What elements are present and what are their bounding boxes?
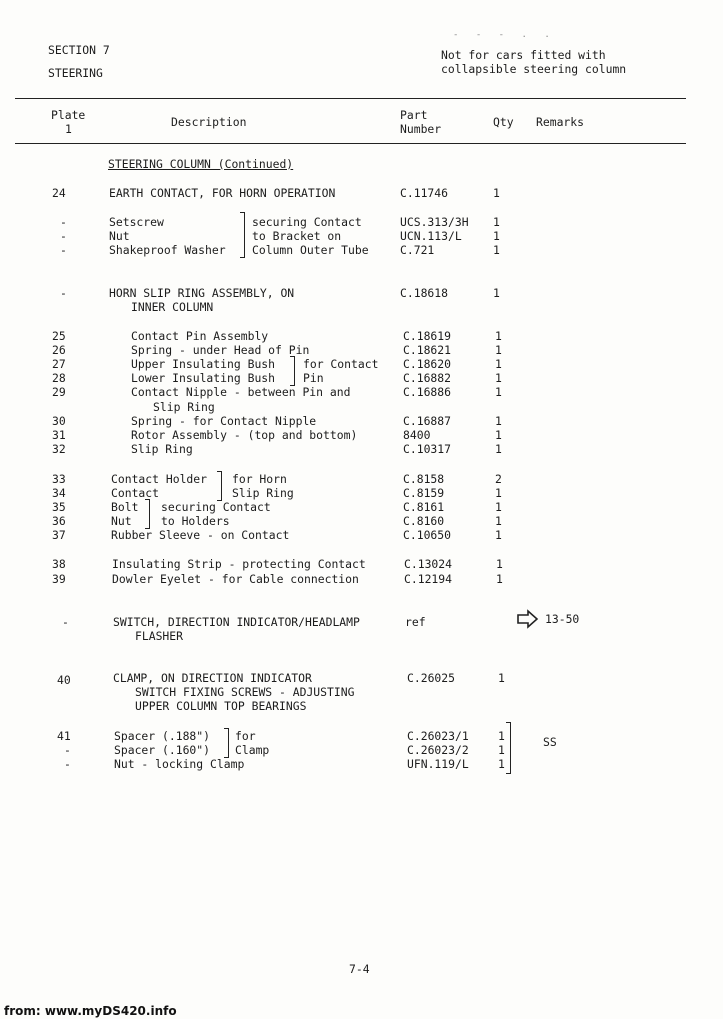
desc-34: Contact (111, 486, 160, 500)
plate-36: 36 (52, 514, 66, 528)
qty-34: 1 (495, 486, 502, 500)
qty-38: 1 (496, 557, 503, 571)
group1-note-1: securing Contact (252, 215, 362, 229)
desc-40-3: UPPER COLUMN TOP BEARINGS (135, 699, 307, 713)
plate-slip-ring-assy: - (60, 286, 67, 300)
part-26: C.18621 (403, 343, 452, 357)
group3-note-1: for Horn (232, 472, 287, 486)
qty-37: 1 (495, 528, 502, 542)
qty-nut-clamp: 1 (498, 757, 505, 771)
plate-25: 25 (52, 329, 66, 343)
desc-40-1: CLAMP, ON DIRECTION INDICATOR (113, 671, 312, 685)
qty-29: 1 (495, 385, 502, 399)
group5-note-1: for (235, 729, 256, 743)
col-description: Description (171, 115, 247, 129)
qty-slip-ring-assy: 1 (493, 286, 500, 300)
qty-33: 2 (495, 472, 502, 486)
desc-38: Insulating Strip - protecting Contact (112, 557, 366, 571)
part-36: C.8160 (403, 514, 445, 528)
col-part-2: Number (400, 122, 442, 136)
plate-39: 39 (52, 572, 66, 586)
plate-24: 24 (52, 186, 66, 200)
remark-ss: SS (543, 735, 557, 749)
plate-nut-clamp: - (64, 757, 71, 771)
part-35: C.8161 (403, 500, 445, 514)
desc-slip-ring-assy-2: INNER COLUMN (131, 300, 214, 314)
top-marks: - - - . . (453, 30, 556, 40)
col-plate-1: Plate (51, 108, 86, 122)
desc-nut-1: Nut (109, 229, 130, 243)
plate-31: 31 (52, 428, 66, 442)
part-31: 8400 (403, 428, 431, 442)
plate-setscrew: - (60, 215, 67, 229)
plate-nut-1: - (60, 229, 67, 243)
plate-38: 38 (52, 557, 66, 571)
qty-39: 1 (496, 572, 503, 586)
part-32: C.10317 (403, 442, 452, 456)
page-number: 7-4 (349, 962, 370, 976)
part-washer: C.721 (400, 243, 435, 257)
qty-26: 1 (495, 343, 502, 357)
desc-slip-ring-assy-1: HORN SLIP RING ASSEMBLY, ON (109, 286, 295, 300)
desc-31: Rotor Assembly - (top and bottom) (131, 428, 358, 442)
qty-28: 1 (495, 371, 502, 385)
desc-27: Upper Insulating Bush (131, 357, 276, 371)
part-24: C.11746 (400, 186, 449, 200)
group4-bracket (145, 499, 150, 529)
part-nut-clamp: UFN.119/L (407, 757, 469, 771)
part-spacer-2: C.26023/2 (407, 743, 469, 757)
part-29: C.16886 (403, 385, 452, 399)
group3-note-2: Slip Ring (232, 486, 294, 500)
plate-34: 34 (52, 486, 66, 500)
qty-36: 1 (495, 514, 502, 528)
plate-37: 37 (52, 528, 66, 542)
subsection-label: STEERING (48, 66, 103, 80)
desc-36: Nut (111, 514, 132, 528)
part-setscrew: UCS.313/3H (400, 215, 469, 229)
plate-33: 33 (52, 472, 66, 486)
right-arrow-icon (516, 609, 540, 629)
group1-bracket (240, 212, 245, 258)
desc-33: Contact Holder (111, 472, 208, 486)
plate-35: 35 (52, 500, 66, 514)
part-slip-ring-assy: C.18618 (400, 286, 449, 300)
plate-washer: - (60, 243, 67, 257)
section-label: SECTION 7 (48, 43, 110, 57)
group5-note-2: Clamp (235, 743, 270, 757)
desc-29-2: Slip Ring (153, 400, 215, 414)
note-line-2: collapsible steering column (441, 62, 627, 76)
group4-note-1: securing Contact (161, 500, 271, 514)
plate-41: 41 (57, 729, 71, 743)
top-rule (15, 98, 686, 99)
col-plate-2: 1 (65, 122, 72, 136)
qty-35: 1 (495, 500, 502, 514)
qty-40: 1 (498, 671, 505, 685)
plate-spacer-2: - (64, 743, 71, 757)
desc-24: EARTH CONTACT, FOR HORN OPERATION (109, 186, 336, 200)
group1-note-2: to Bracket on (252, 229, 342, 243)
plate-32: 32 (52, 442, 66, 456)
desc-25: Contact Pin Assembly (131, 329, 269, 343)
desc-nut-clamp: Nut - locking Clamp (114, 757, 245, 771)
col-remarks: Remarks (536, 115, 585, 129)
desc-30: Spring - for Contact Nipple (131, 414, 317, 428)
qty-41: 1 (498, 729, 505, 743)
plate-28: 28 (52, 371, 66, 385)
qty-nut-1: 1 (493, 229, 500, 243)
qty-31: 1 (495, 428, 502, 442)
qty-27: 1 (495, 357, 502, 371)
desc-28: Lower Insulating Bush (131, 371, 276, 385)
col-part-1: Part (400, 108, 428, 122)
desc-washer: Shakeproof Washer (109, 243, 226, 257)
group3-bracket (217, 471, 222, 501)
qty-washer: 1 (493, 243, 500, 257)
remark-switch: 13-50 (545, 612, 580, 626)
desc-35: Bolt (111, 500, 139, 514)
qty-setscrew: 1 (493, 215, 500, 229)
group2-note-2: Pin (303, 371, 324, 385)
desc-spacer-2: Spacer (.160") (114, 743, 211, 757)
plate-29: 29 (52, 385, 66, 399)
desc-41: Spacer (.188") (114, 729, 211, 743)
desc-37: Rubber Sleeve - on Contact (111, 528, 290, 542)
plate-27: 27 (52, 357, 66, 371)
group2-note-1: for Contact (303, 357, 379, 371)
desc-26: Spring - under Head of Pin (131, 343, 310, 357)
part-25: C.18619 (403, 329, 452, 343)
desc-32: Slip Ring (131, 442, 193, 456)
part-34: C.8159 (403, 486, 445, 500)
desc-switch-2: FLASHER (135, 629, 184, 643)
part-41: C.26023/1 (407, 729, 469, 743)
note-line-1: Not for cars fitted with (441, 48, 606, 62)
part-30: C.16887 (403, 414, 452, 428)
qty-24: 1 (493, 186, 500, 200)
qty-bracket (506, 722, 511, 774)
part-38: C.13024 (404, 557, 453, 571)
qty-30: 1 (495, 414, 502, 428)
qty-spacer-2: 1 (498, 743, 505, 757)
plate-30: 30 (52, 414, 66, 428)
group4-note-2: to Holders (161, 514, 230, 528)
group2-bracket (290, 356, 295, 386)
plate-40: 40 (57, 673, 71, 687)
desc-switch-1: SWITCH, DIRECTION INDICATOR/HEADLAMP (113, 615, 360, 629)
part-33: C.8158 (403, 472, 445, 486)
col-qty: Qty (493, 115, 514, 129)
part-27: C.18620 (403, 357, 452, 371)
plate-26: 26 (52, 343, 66, 357)
desc-39: Dowler Eyelet - for Cable connection (112, 572, 359, 586)
desc-29-1: Contact Nipple - between Pin and (131, 385, 351, 399)
desc-setscrew: Setscrew (109, 215, 164, 229)
part-39: C.12194 (404, 572, 453, 586)
qty-25: 1 (495, 329, 502, 343)
source-footer: from: www.myDS420.info (4, 1004, 177, 1018)
qty-32: 1 (495, 442, 502, 456)
group1-note-3: Column Outer Tube (252, 243, 369, 257)
group5-bracket (224, 728, 229, 758)
part-28: C.16882 (403, 371, 452, 385)
desc-40-2: SWITCH FIXING SCREWS - ADJUSTING (135, 685, 355, 699)
part-40: C.26025 (407, 671, 456, 685)
header-rule (15, 143, 686, 144)
plate-switch: - (62, 615, 69, 629)
part-37: C.10650 (403, 528, 452, 542)
section-title: STEERING COLUMN (Continued) (108, 157, 294, 171)
part-switch: ref (405, 615, 426, 629)
part-nut-1: UCN.113/L (400, 229, 462, 243)
